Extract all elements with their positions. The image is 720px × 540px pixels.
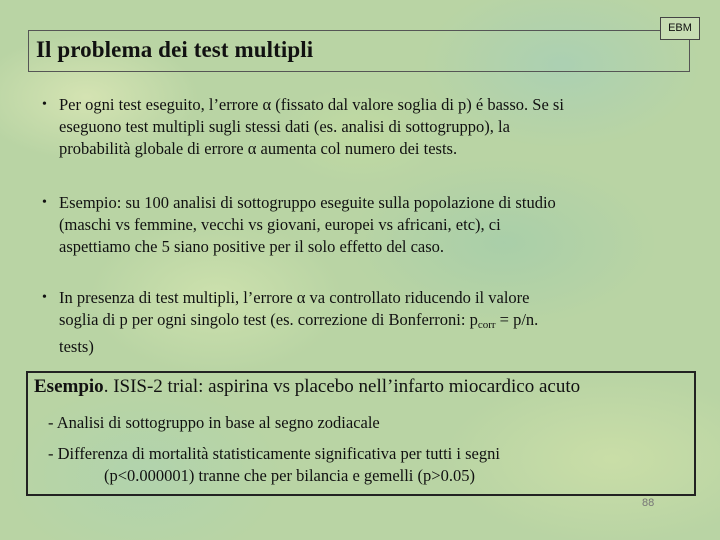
bullet-icon: •	[42, 195, 47, 210]
example-heading-text: . ISIS-2 trial: aspirina vs placebo nell’infarto miocardico acuto	[103, 376, 581, 397]
bullet-line	[59, 309, 679, 336]
bullet-line: Esempio: su 100 analisi di sottogruppo eseguite sulla popolazione di studio	[59, 193, 556, 212]
subscript-corr: corr	[477, 319, 496, 331]
bullet-line: probabilità globale di errore α aumenta col numero dei tests.	[59, 139, 458, 158]
example-line: - Differenza di mortalità statisticamente significativa per tutti i segni	[48, 444, 500, 463]
bullet-item	[42, 94, 679, 160]
example-label: Esempio	[34, 376, 104, 397]
bullet-icon: •	[42, 290, 47, 305]
bullet-line: aspettiamo che 5 siano positive per il solo effetto del caso.	[59, 237, 445, 256]
bullet-line: In presenza di test multipli, l’errore α va controllato riducendo il valore	[59, 288, 530, 307]
bullet-line: eseguono test multipli sugli stessi dati (es. analisi di sottogruppo), la	[59, 117, 510, 136]
page-number: 88	[642, 497, 655, 509]
bonferroni-text: soglia di p per ogni singolo test (es. correzione di Bonferroni: p	[59, 310, 478, 329]
ebm-badge: EBM	[660, 17, 700, 40]
bonferroni-formula: = p/n.	[495, 310, 539, 329]
bullet-line: Per ogni test eseguito, l’errore α (fissato dal valore soglia di p) é basso. Se si	[59, 95, 564, 114]
bullet-item	[42, 192, 679, 258]
bullet-line: tests)	[59, 337, 94, 356]
bullet-icon: •	[42, 97, 47, 112]
example-heading	[34, 376, 580, 398]
example-line: (p<0.000001) tranne che per bilancia e gemelli (p>0.05)	[104, 466, 475, 485]
page-title: Il problema dei test multipli	[36, 37, 314, 62]
bullet-item	[42, 287, 679, 358]
example-line: - Analisi di sottogruppo in base al segno zodiacale	[48, 413, 380, 432]
bullet-line: (maschi vs femmine, vecchi vs giovani, europei vs africani, etc), ci	[59, 215, 501, 234]
